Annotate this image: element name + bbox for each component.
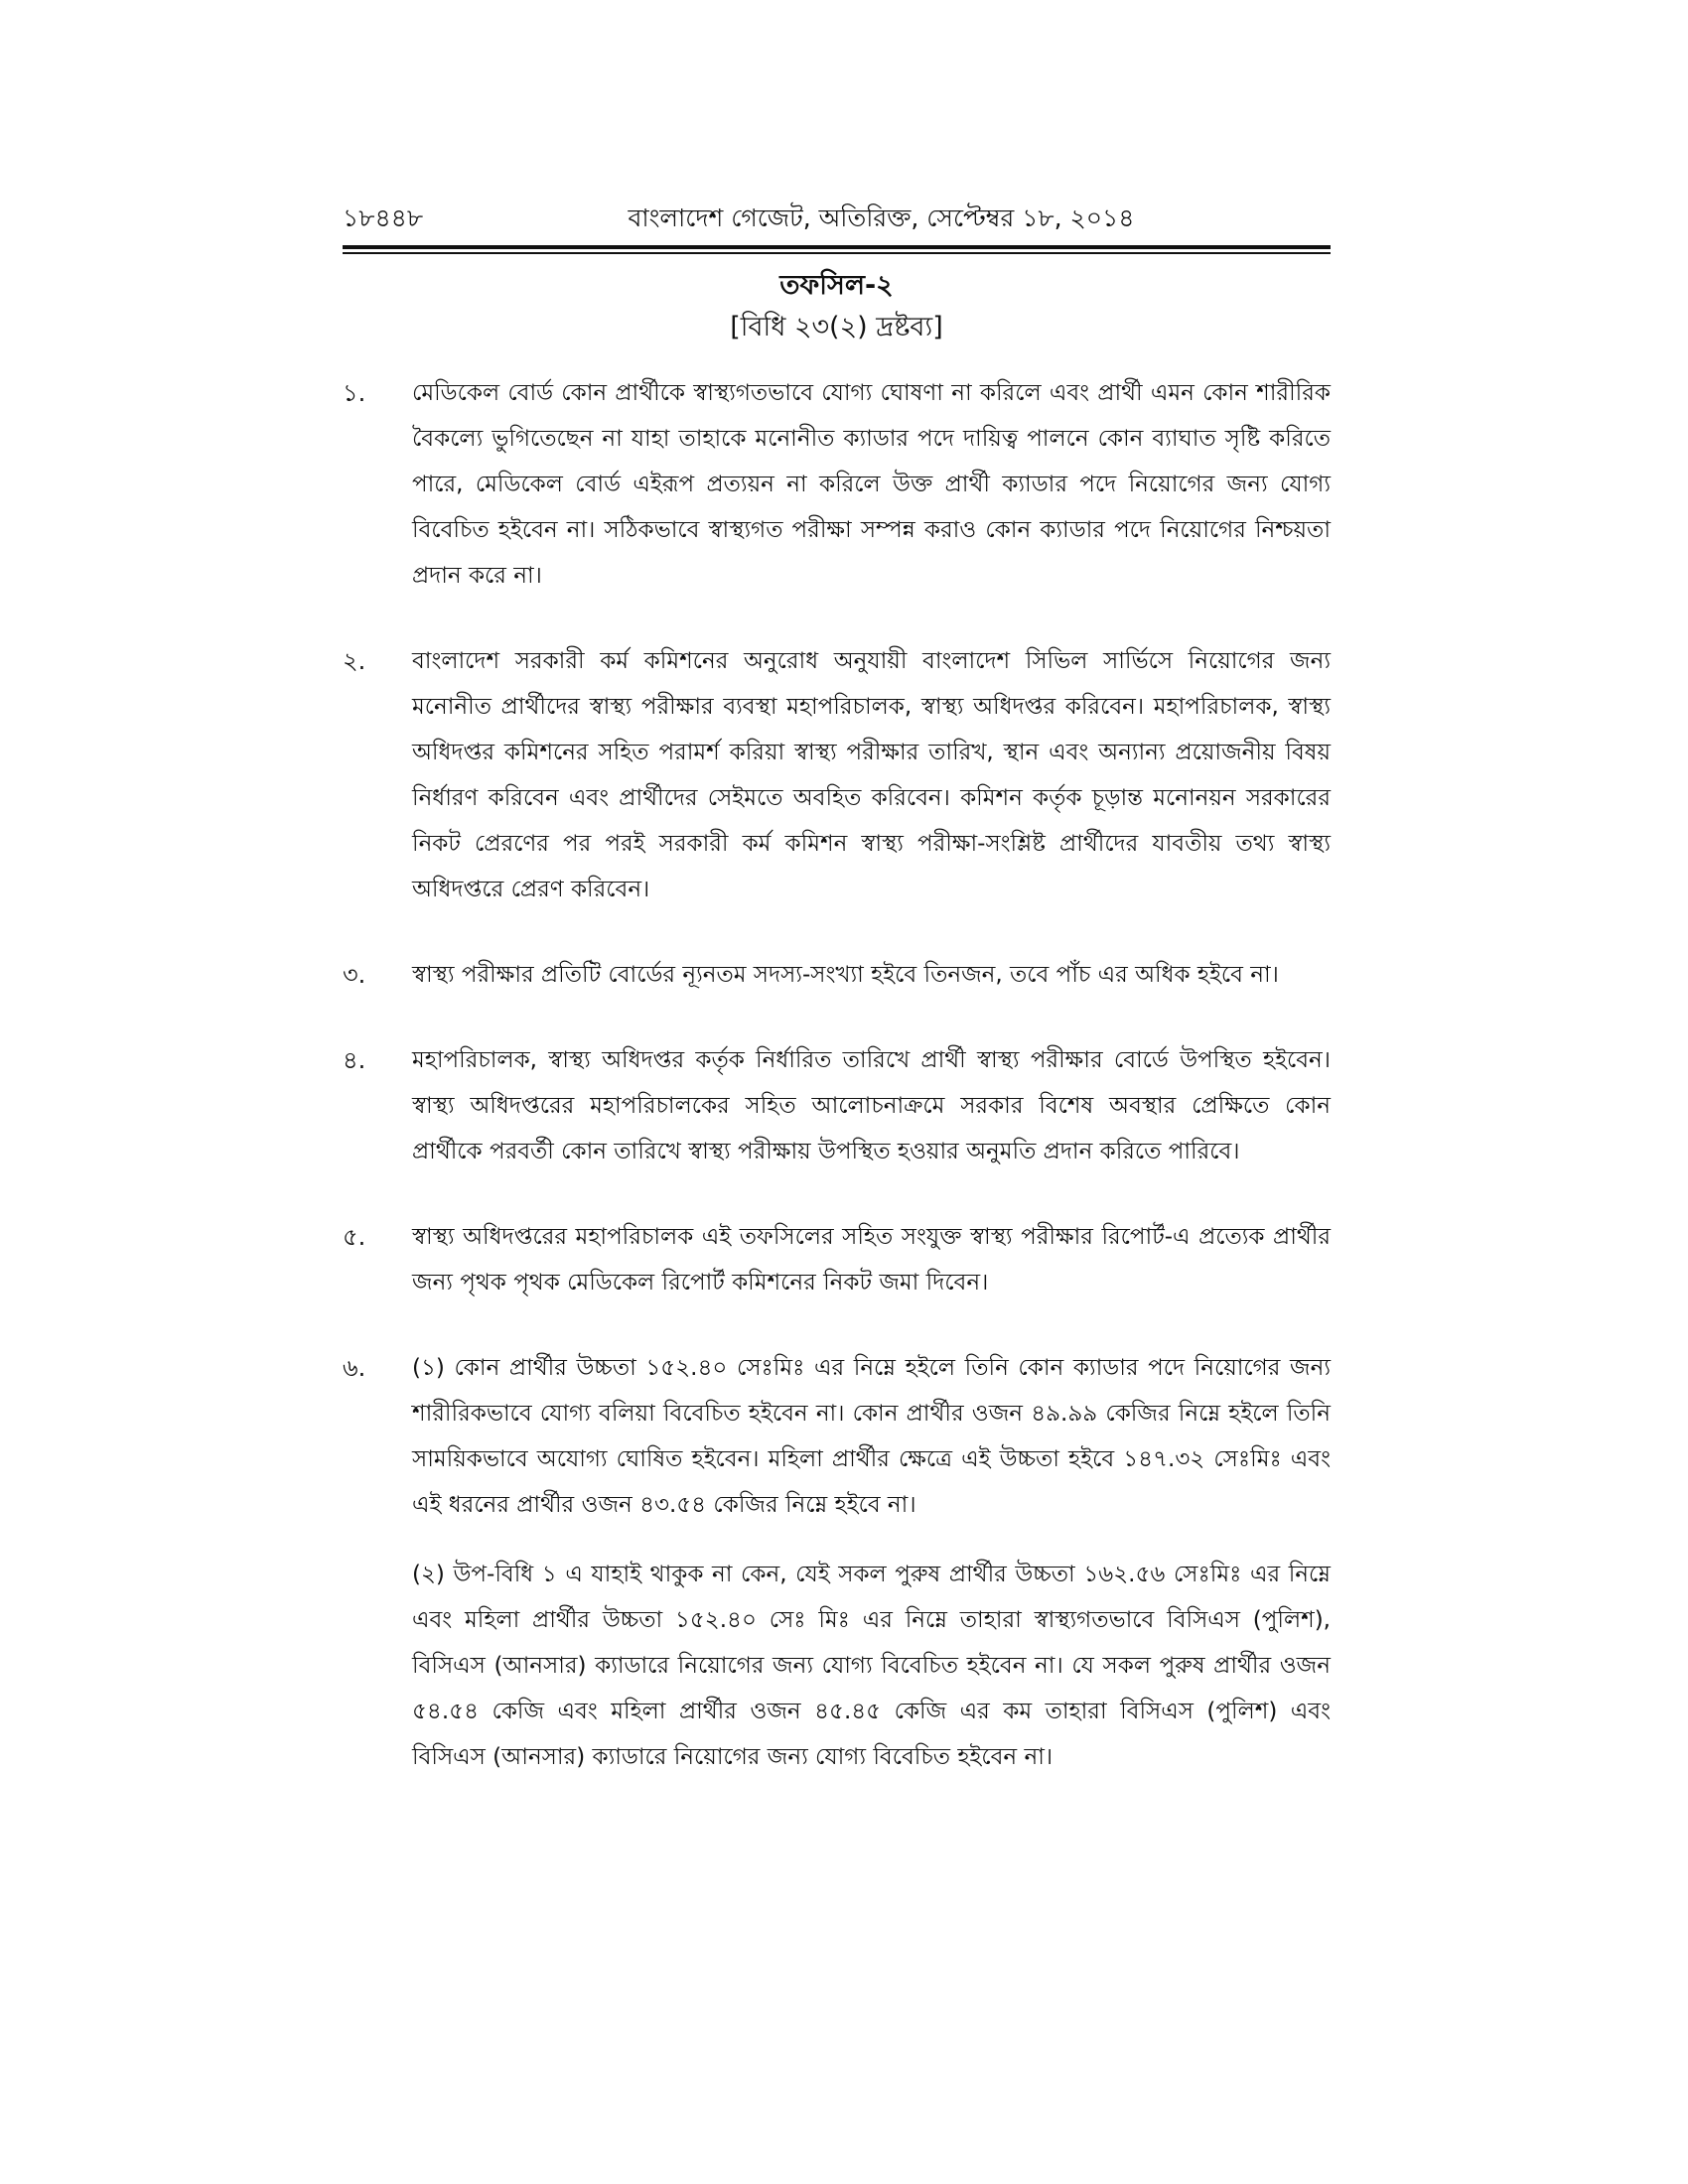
header-rule-thin — [343, 252, 1331, 254]
gazette-title: বাংলাদেশ গেজেট, অতিরিক্ত, সেপ্টেম্বর ১৮, ২০১৪ — [628, 204, 1135, 232]
schedule-reference: [বিধি ২৩(২) দ্রষ্টব্য] — [730, 312, 943, 342]
clause-4 — [343, 1037, 1331, 1174]
schedule-body — [343, 370, 1331, 1820]
page-number: ১৮৪৪৮ — [343, 204, 424, 232]
clause-3 — [343, 952, 1331, 998]
clause-number: ২. — [343, 647, 366, 675]
clause-text: মেডিকেল বোর্ড কোন প্রার্থীকে স্বাস্থ্যগতভাবে যোগ্য ঘোষণা না করিলে এবং প্রার্থী এমন কোন শারীরিক বৈকল্যে ভুগিতেছেন না যাহা তাহাকে মনোনীত ক্যাডার পদে দায়িত্ব পালনে কোন ব্যাঘাত সৃষ্টি করিতে পারে, মেডিকেল বোর্ড এইরূপ প্রত্যয়ন না করিলে উক্ত প্রার্থী ক্যাডার পদে নিয়োগের জন্য যোগ্য বিবেচিত হইবেন না। সঠিকভাবে স্বাস্থ্যগত পরীক্ষা সম্পন্ন করাও কোন ক্যাডার পদে নিয়োগের নিশ্চয়তা প্রদান করে না। — [412, 380, 1331, 589]
subclause-2-text: (২) উপ-বিধি ১ এ যাহাই থাকুক না কেন, যেই সকল পুরুষ প্রার্থীর উচ্চতা ১৬২.৫৬ সেঃমিঃ এর নিম্নে এবং মহিলা প্রার্থীর উচ্চতা ১৫২.৪০ সেঃ মিঃ এর নিম্নে তাহারা স্বাস্থ্যগতভাবে বিসিএস (পুলিশ), বিসিএস (আনসার) ক্যাডারে নিয়োগের জন্য যোগ্য বিবেচিত হইবেন না। যে সকল পুরুষ প্রার্থীর ওজন ৫৪.৫৪ কেজি এবং মহিলা প্রার্থীর ওজন ৪৫.৪৫ কেজি এর কম তাহারা বিসিএস (পুলিশ) এবং বিসিএস (আনসার) ক্যাডারে নিয়োগের জন্য যোগ্য বিবেচিত হইবেন না। — [412, 1562, 1331, 1770]
clause-text: স্বাস্থ্য অধিদপ্তরের মহাপরিচালক এই তফসিলের সহিত সংযুক্ত স্বাস্থ্য পরীক্ষার রিপোর্ট-এ প্রত্যেক প্রার্থীর জন্য পৃথক পৃথক মেডিকেল রিপোর্ট কমিশনের নিকট জমা দিবেন। — [412, 1224, 1331, 1296]
clause-text: বাংলাদেশ সরকারী কর্ম কমিশনের অনুরোধ অনুযায়ী বাংলাদেশ সিভিল সার্ভিসে নিয়োগের জন্য মনোনীত প্রার্থীদের স্বাস্থ্য পরীক্ষার ব্যবস্থা মহাপরিচালক, স্বাস্থ্য অধিদপ্তর করিবেন। মহাপরিচালক, স্বাস্থ্য অধিদপ্তর কমিশনের সহিত পরামর্শ করিয়া স্বাস্থ্য পরীক্ষার তারিখ, স্থান এবং অন্যান্য প্রয়োজনীয় বিষয় নির্ধারণ করিবেন এবং প্রার্থীদের সেইমতে অবহিত করিবেন। কমিশন কর্তৃক চূড়ান্ত মনোনয়ন সরকারের নিকট প্রেরণের পর পরই সরকারী কর্ম কমিশন স্বাস্থ্য পরীক্ষা-সংশ্লিষ্ট প্রার্থীদের যাবতীয় তথ্য স্বাস্থ্য অধিদপ্তরে প্রেরণ করিবেন। — [412, 648, 1331, 902]
clause-text: স্বাস্থ্য পরীক্ষার প্রতিটি বোর্ডের ন্যূনতম সদস্য-সংখ্যা হইবে তিনজন, তবে পাঁচ এর অধিক হইবে না। — [412, 962, 1279, 988]
clause-2 — [343, 638, 1331, 912]
header-rule-thick — [343, 245, 1331, 249]
clause-5 — [343, 1214, 1331, 1305]
page-header — [343, 199, 1331, 238]
clause-1 — [343, 370, 1331, 599]
clause-6 — [343, 1345, 1331, 1780]
clause-number: ৩. — [343, 961, 366, 989]
clause-number: ১. — [343, 379, 366, 407]
clause-text: মহাপরিচালক, স্বাস্থ্য অধিদপ্তর কর্তৃক নির্ধারিত তারিখে প্রার্থী স্বাস্থ্য পরীক্ষার বোর্ডে উপস্থিত হইবেন। স্বাস্থ্য অধিদপ্তরের মহাপরিচালকের সহিত আলোচনাক্রমে সরকার বিশেষ অবস্থার প্রেক্ষিতে কোন প্রার্থীকে পরবর্তী কোন তারিখে স্বাস্থ্য পরীক্ষায় উপস্থিত হওয়ার অনুমতি প্রদান করিতে পারিবে। — [412, 1047, 1331, 1164]
clause-number: ৫. — [343, 1223, 366, 1251]
schedule-title: তফসিল-২ — [779, 270, 894, 301]
clause-number: ৬. — [343, 1354, 366, 1382]
clause-number: ৪. — [343, 1046, 366, 1074]
subclause-1-text: (১) কোন প্রার্থীর উচ্চতা ১৫২.৪০ সেঃমিঃ এর নিম্নে হইলে তিনি কোন ক্যাডার পদে নিয়োগের জন্য শারীরিকভাবে যোগ্য বলিয়া বিবেচিত হইবেন না। কোন প্রার্থীর ওজন ৪৯.৯৯ কেজির নিম্নে হইলে তিনি সাময়িকভাবে অযোগ্য ঘোষিত হইবেন। মহিলা প্রার্থীর ক্ষেত্রে এই উচ্চতা হইবে ১৪৭.৩২ সেঃমিঃ এবং এই ধরনের প্রার্থীর ওজন ৪৩.৫৪ কেজির নিম্নে হইবে না। — [412, 1355, 1331, 1518]
